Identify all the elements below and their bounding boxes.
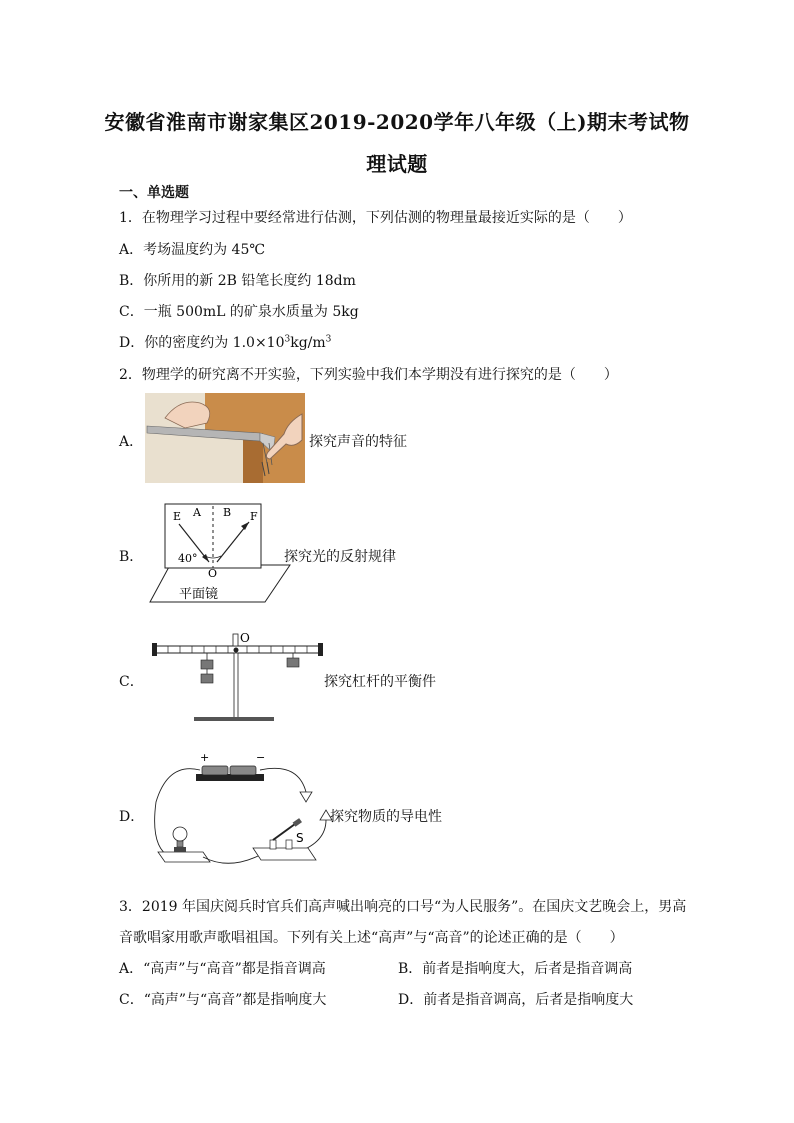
q1-option-d-unit: kg/m: [290, 335, 326, 351]
q2-option-b-caption: 探究光的反射规律: [284, 549, 396, 565]
q2-option-d-caption: 探究物质的导电性: [330, 809, 442, 825]
q1-stem: 1．在物理学习过程中要经常进行估测，下列估测的物理量最接近实际的是（ ）: [119, 210, 632, 226]
hand-pluck-icon: [258, 412, 310, 477]
battery-minus: −: [256, 752, 266, 764]
light-reflection-figure: [145, 500, 295, 605]
label-b: B: [223, 506, 232, 519]
label-o: O: [208, 567, 218, 580]
q1-option-b: B．你所用的新 2B 铅笔长度约 18dm: [119, 273, 356, 289]
conductivity-circuit-figure: [148, 752, 333, 872]
q1-option-d-unit-exponent: 3: [325, 334, 332, 345]
lever-balance-figure: [150, 630, 325, 725]
battery-plus: +: [200, 752, 210, 764]
q1-option-d-exponent: 3: [284, 334, 291, 345]
q1-option-d: [119, 332, 331, 352]
label-a: A: [193, 506, 201, 519]
q2-option-c-label: C．: [119, 674, 144, 690]
q3-option-b: B．前者是指响度大，后者是指音调高: [398, 961, 633, 977]
q3-option-a: A．“高声”与“高音”都是指音调高: [119, 961, 326, 977]
q2-option-a-caption: 探究声音的特征: [309, 434, 407, 450]
q1-option-a: A．考场温度约为 45℃: [119, 242, 266, 258]
q2-stem: 2．物理学的研究离不开实验，下列实验中我们本学期没有进行探究的是（ ）: [119, 367, 618, 383]
label-o: O: [240, 631, 250, 645]
label-e: E: [173, 510, 182, 523]
q3-option-c: C．“高声”与“高音”都是指响度大: [119, 992, 327, 1008]
document-title-line-1: 安徽省淮南市谢家集区2019-2020学年八年级（上)期末考试物: [104, 110, 690, 134]
label-mirror: 平面镜: [179, 587, 219, 602]
q3-stem-line-1: 3．2019 年国庆阅兵时官兵们高声喊出响亮的口号“为人民服务”。在国庆文艺晚会上，男高: [119, 899, 687, 915]
document-title-line-2: 理试题: [366, 152, 428, 176]
q2-option-c-caption: 探究杠杆的平衡件: [324, 674, 436, 690]
q2-option-d-label: D．: [119, 809, 145, 825]
q2-option-a-label: A．: [119, 434, 144, 450]
q3-option-d: D．前者是指音调高，后者是指响度大: [398, 992, 634, 1008]
label-angle: 40°: [178, 552, 198, 565]
label-f: F: [250, 510, 258, 523]
switch-label: S: [296, 831, 304, 845]
q2-option-b-label: B．: [119, 549, 144, 565]
q1-option-c: C．一瓶 500mL 的矿泉水质量为 5kg: [119, 304, 359, 320]
q3-stem-line-2: 音歌唱家用歌声歌唱祖国。下列有关上述“高声”与“高音”的论述正确的是（ ）: [119, 930, 624, 946]
q1-option-d-prefix: D．你的密度约为 1.0×10: [119, 335, 285, 351]
section-heading: 一、单选题: [119, 185, 189, 201]
